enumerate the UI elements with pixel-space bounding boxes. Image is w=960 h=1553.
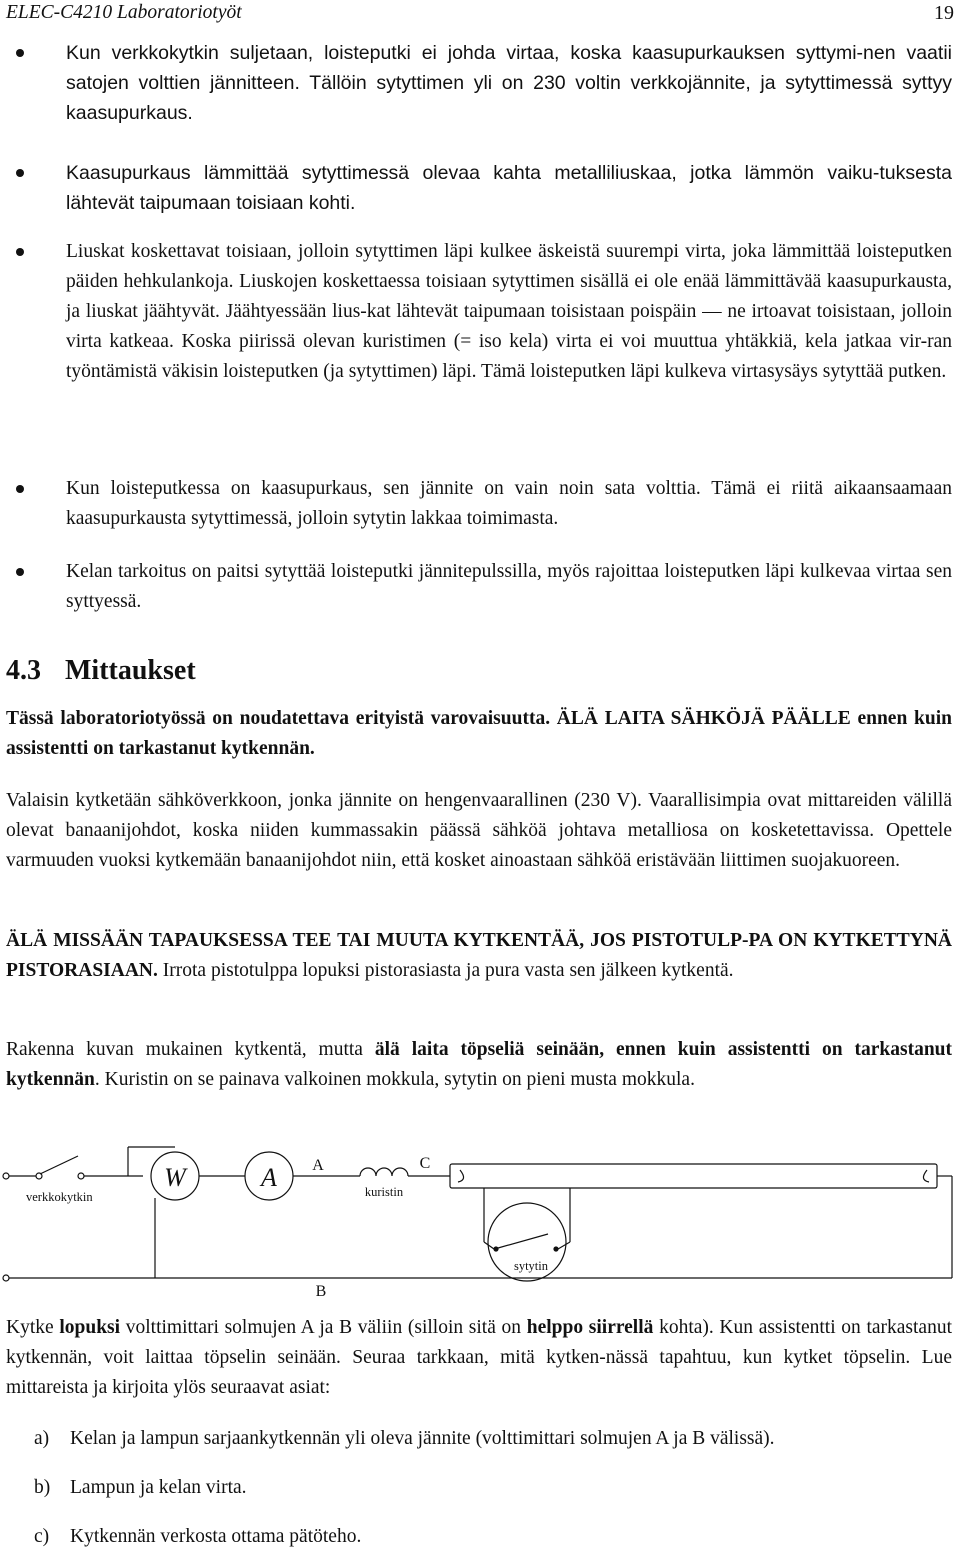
bullet-icon	[16, 169, 24, 177]
danger-instruction: Irrota pistotulppa lopuksi pistorasiasta ja pura vasta sen jälkeen kytkentä.	[157, 960, 734, 981]
starter-label: sytytin	[513, 1259, 549, 1273]
safety-paragraph: Valaisin kytketään sähköverkkoon, jonka jännite on hengenvaarallinen (230 V). Vaarallisimpia ovat mittareiden välillä olevat banaanijohdot, koska niiden kummassakin päässä sähköä johtava metalliosa on kosketettavissa. Opettele varmuuden vuoksi kytkemään banaanijohdot niin, että kosket ainoastaan sähköä eristävään liittimen suojakuoreen.	[6, 790, 952, 871]
build-text: Rakenna kuvan mukainen kytkentä, mutta	[6, 1039, 375, 1060]
danger-text: ÄLÄ MISSÄÄN TAPAUKSESSA TEE TAI MUUTA KYTKENTÄÄ, JOS PISTOTULP-PA ON KYTKETTYNÄ PISTORASIAAN.	[6, 930, 952, 981]
section-number: 4.3	[6, 655, 41, 686]
switch-blade	[40, 1156, 78, 1174]
course-title: ELEC-C4210 Laboratoriotyöt	[6, 2, 242, 23]
instr-bold-2: helppo siirrellä	[526, 1317, 654, 1338]
wattmeter-label: W	[164, 1163, 186, 1192]
node-b-label: B	[315, 1283, 327, 1298]
node-a-label: A	[312, 1157, 324, 1174]
instr-text-2: volttimittari solmujen A ja B väliin (silloin sitä on	[120, 1317, 527, 1338]
list-item	[66, 158, 952, 218]
build-warning: älä laita töpseliä seinään, ennen kuin assistentti on tarkastanut kytkennän	[6, 1039, 952, 1090]
page-number: 19	[934, 2, 954, 24]
list-item	[66, 474, 952, 534]
bullet-icon	[16, 248, 24, 256]
circuit-diagram	[0, 1138, 960, 1298]
list-item	[66, 557, 952, 617]
warning-paragraph: Tässä laboratoriotyössä on noudatettava erityistä varovaisuutta. ÄLÄ LAITA SÄHKÖJÄ PÄÄLLE ennen kuin assistentti on tarkastanut kytkennän.	[6, 708, 952, 759]
choke-coil	[360, 1168, 408, 1176]
list-item	[34, 1424, 952, 1454]
build-text-end: . Kuristin on se painava valkoinen mokkula, sytytin on pieni musta mokkula.	[94, 1069, 695, 1090]
item-label: a)	[34, 1428, 50, 1449]
bullet-text: Kun verkkokytkin suljetaan, loisteputki ei johda virtaa, koska kaasupurkauksen syttymi-nen vaatii satojen volttien jännitteen. Tällöin sytyttimen yli on 230 voltin verkkojännite, ja sytyttimessä syttyy kaasupurkaus.	[66, 42, 952, 124]
build-paragraph	[6, 1035, 952, 1095]
bullet-text: Kaasupurkaus lämmittää sytyttimessä olevaa kahta metalliliuskaa, jotka lämmön vaiku-tuksesta lähtevät taipumaan toisiaan kohti.	[66, 162, 952, 214]
bullet-text: Kun loisteputkessa on kaasupurkaus, sen jännite on vain noin sata volttia. Tämä ei riitä aikaansaamaan kaasupurkausta sytyttimessä, jolloin sytytin lakkaa toimimasta.	[66, 478, 952, 529]
ammeter-label: A	[261, 1163, 277, 1192]
bullet-icon	[16, 485, 24, 493]
bullet-text: Kelan tarkoitus on paitsi sytyttää loisteputki jännitepulssilla, myös rajoittaa loisteputken läpi kulkevaa virtaa sen syttyessä.	[66, 561, 952, 612]
bullet-icon	[16, 568, 24, 576]
section-heading	[6, 655, 196, 687]
instr-text-1: Kytke	[6, 1317, 60, 1338]
terminal-bottom	[3, 1275, 9, 1281]
choke-label: kuristin	[364, 1185, 404, 1199]
list-item	[66, 38, 952, 128]
item-text: Kytkennän verkosta ottama pätöteho.	[70, 1526, 362, 1547]
item-label: b)	[34, 1477, 51, 1498]
list-item	[34, 1522, 952, 1552]
item-label: c)	[34, 1526, 50, 1547]
fluorescent-tube	[450, 1164, 937, 1188]
item-text: Lampun ja kelan virta.	[70, 1477, 247, 1498]
instr-text-3: kohta). Kun assistentti on tarkastanut kytkennän, voit laittaa töpselin seinään. Seuraa tarkkaan, mitä kytken-nässä tapahtuu, kun kytket töpselin. Lue mittareista ja kirjoita ylös seuraavat asiat:	[6, 1317, 953, 1398]
instruction-paragraph	[6, 1313, 952, 1403]
page-header	[6, 0, 954, 28]
switch-label: verkkokytkin	[26, 1190, 93, 1204]
bullet-icon	[16, 49, 24, 57]
node-c-label: C	[419, 1155, 431, 1172]
terminal-top	[3, 1173, 9, 1179]
bullet-text: Liuskat koskettavat toisiaan, jolloin sytyttimen läpi kulkee äskeistä suurempi virta, joka lämmittää loisteputken päiden hehkulankoja. Liuskojen koskettaessa toisiaan sytyttimen sisällä ei ole enää lämmittävää kaasupurkausta, ja liuskat jäähtyvät. Jäähtyessään lius-kat lähtevät taipumaan toisistaan poispäin — ne irtoavat toisistaan, jolloin virta katkeaa. Koska piirissä olevan kuristimen (= iso kela) virta ei voi muuttua yhtäkkiä, kela jatkaa vir-ran työntämistä väkisin loisteputken (ja sytyttimen) läpi. Tämä loisteputken läpi kulkeva virtasysäys sytyttää putken.	[66, 241, 952, 382]
section-title: Mittaukset	[65, 655, 196, 686]
item-text: Kelan ja lampun sarjaankytkennän yli oleva jännite (volttimittari solmujen A ja B välissä).	[70, 1428, 775, 1449]
list-item	[66, 237, 952, 387]
list-item	[34, 1473, 952, 1503]
instr-bold-1: lopuksi	[59, 1317, 121, 1338]
danger-paragraph	[6, 926, 952, 986]
